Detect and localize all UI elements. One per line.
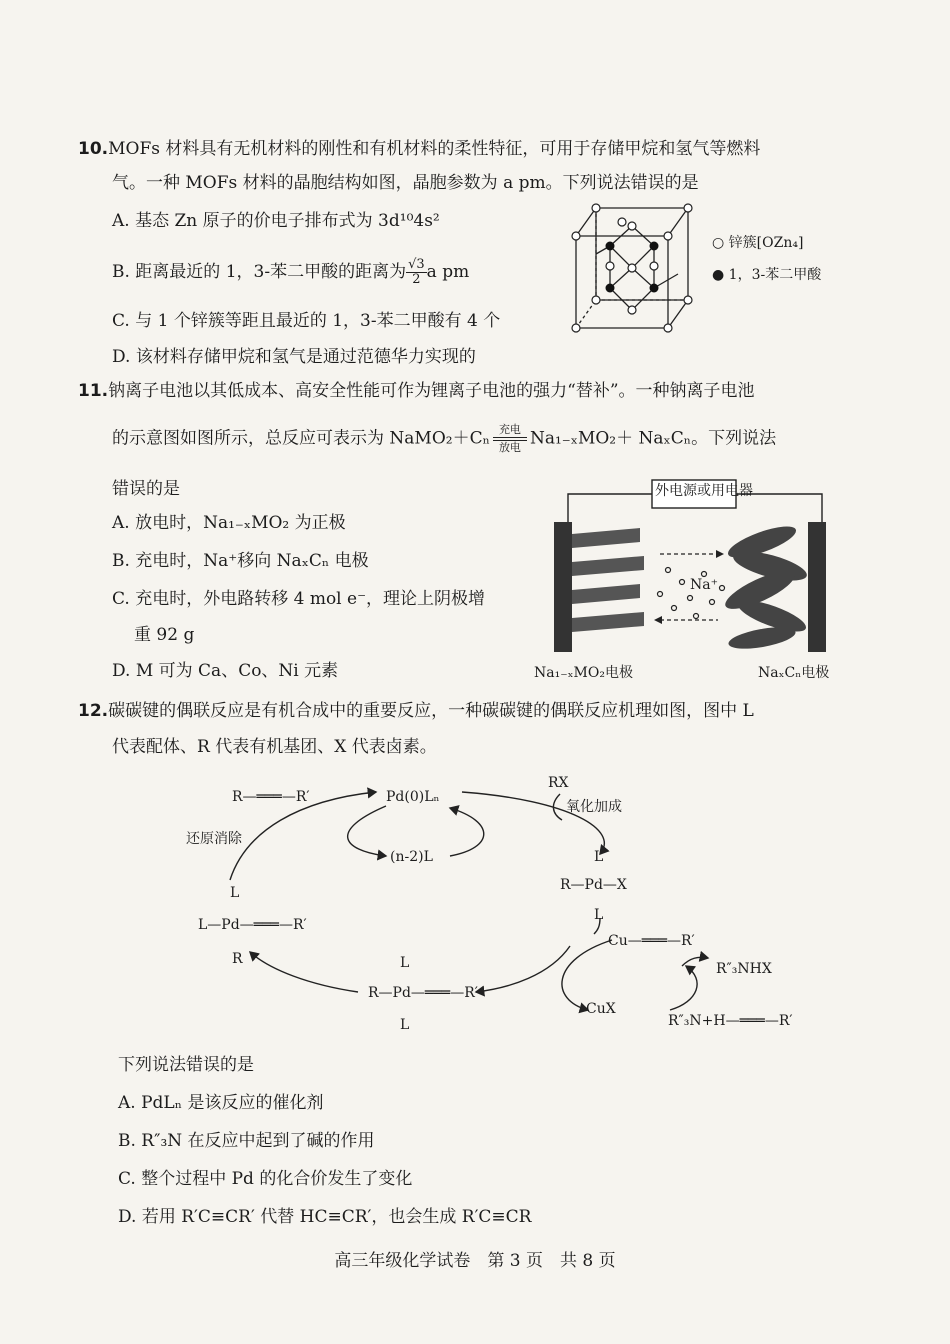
pd0-catalyst: Pd(0)Lₙ	[386, 789, 440, 805]
pre-elimination-complex: L—Pd—═══—R′	[198, 917, 307, 933]
q12-intro: 下列说法错误的是	[118, 1055, 254, 1075]
pd-ligand-bottom-right: L	[594, 907, 604, 923]
arrow-to-left-complex	[250, 952, 358, 992]
sqrt3-over-2-fraction: $\frac{√3}{2}$	[408, 257, 425, 287]
right-electrode-label: NaₓCₙ电极	[758, 665, 830, 681]
q11-option-a: A. 放电时，Na₁₋ₓMO₂ 为正极	[112, 513, 346, 533]
oxidative-addition-label: 氧化加成	[566, 799, 622, 815]
q12-stem-line2: 代表配体、R 代表有机基团、X 代表卤素。	[112, 737, 437, 757]
pd-ligand-top-left: L	[230, 885, 240, 901]
arrow-to-amine-salt	[682, 957, 708, 966]
q11-option-d: D. M 可为 Ca、Co、Ni 元素	[112, 661, 339, 681]
q12-stem-line1: 12.碳碳键的偶联反应是有机合成中的重要反应，一种碳碳键的偶联反应机理如图，图中 L	[78, 701, 754, 721]
pd-ligand-bottom-bottom: L	[400, 1017, 410, 1033]
pd-ligand-top-right: L	[594, 849, 604, 865]
q10-option-b: B. 距离最近的 1，3-苯二甲酸的距离为 $\frac{√3}{2}$ a pm	[112, 257, 470, 287]
arrow-ligand-loss	[348, 806, 386, 856]
q11-option-c-line2: 重 92 g	[134, 625, 195, 645]
pd-r-group-left: R	[232, 951, 243, 967]
q10-stem-line1: 10.MOFs 材料具有无机材料的刚性和有机材料的柔性特征，可用于存储甲烷和氢气等燃料	[78, 139, 761, 159]
q11-option-b: B. 充电时，Na⁺移向 NaₓCₙ 电极	[112, 551, 369, 571]
amine-and-alkyne-reagent: R″₃N+H—═══—R′	[668, 1013, 793, 1029]
reductive-elimination-label: 还原消除	[186, 831, 242, 847]
product-alkyne: R—═══—R′	[232, 789, 310, 805]
arrow-cux-to-cu	[670, 966, 697, 1010]
legend-zinc-cluster: ○ 锌簇[OZn₄]	[712, 235, 804, 251]
q10-option-d: D. 该材料存储甲烷和氢气是通过范德华力实现的	[112, 347, 476, 367]
q12-number: 12.	[78, 701, 109, 721]
q11-option-c-line1: C. 充电时，外电路转移 4 mol e⁻，理论上阴极增	[112, 589, 486, 609]
copper-halide: CuX	[586, 1001, 616, 1017]
q10-option-a: A. 基态 Zn 原子的价电子排布式为 3d¹⁰4s²	[112, 211, 440, 231]
q12-option-d: D. 若用 R′C≡CR′ 代替 HC≡CR′，也会生成 R′C≡CR	[118, 1207, 532, 1227]
right-electrode-plate	[808, 522, 826, 652]
q10-option-c: C. 与 1 个锌簇等距且最近的 1，3-苯二甲酸有 4 个	[112, 311, 501, 331]
sodium-ion-label: Na⁺	[690, 577, 718, 593]
left-electrode-label: Na₁₋ₓMO₂电极	[534, 665, 633, 681]
oxidative-addition-complex: R—Pd—X	[560, 877, 627, 893]
q12-option-c: C. 整个过程中 Pd 的化合价发生了变化	[118, 1169, 413, 1189]
legend-isophthalic-acid: ● 1，3-苯二甲酸	[712, 267, 822, 283]
q11-stem-line1: 11.钠离子电池以其低成本、高安全性能可作为锂离子电池的强力“替补”。一种钠离子电池	[78, 381, 755, 401]
arrow-to-bottom-complex	[476, 946, 570, 992]
mof-unit-cell-diagram	[568, 196, 708, 336]
copper-acetylide: Cu—═══—R′	[608, 933, 695, 949]
reversible-reaction-arrow: 充电 放电	[493, 424, 527, 454]
q11-number: 11.	[78, 381, 109, 401]
q10-number: 10.	[78, 139, 109, 159]
catalytic-cycle-diagram	[150, 770, 810, 1040]
q10-stem-line2: 气。一种 MOFs 材料的晶胞结构如图，晶胞参数为 a pm。下列说法错误的是	[112, 173, 699, 193]
ammonium-salt: R″₃NHX	[716, 961, 772, 977]
q11-stem-line2: 的示意图如图所示，总反应可表示为 NaMO₂＋Cₙ 充电 放电 Na₁₋ₓMO₂＋ NaₓCₙ。下列说法	[112, 423, 777, 454]
pd-ligand-top-bottom: L	[400, 955, 410, 971]
q12-option-b: B. R″₃N 在反应中起到了碱的作用	[118, 1131, 375, 1151]
page-footer: 高三年级化学试卷 第 3 页 共 8 页	[334, 1251, 616, 1271]
ligand-loss-label: (n-2)L	[390, 849, 433, 865]
left-electrode-plate	[554, 522, 572, 652]
arrow-ligand-return	[450, 808, 484, 856]
battery-box-label: 外电源或用电器	[655, 483, 753, 499]
reagent-rx: RX	[548, 775, 569, 791]
q12-option-a: A. PdLₙ 是该反应的催化剂	[118, 1093, 324, 1113]
q11-stem-line3: 错误的是	[112, 479, 180, 499]
transmetalation-complex: R—Pd—═══—R′	[368, 985, 478, 1001]
